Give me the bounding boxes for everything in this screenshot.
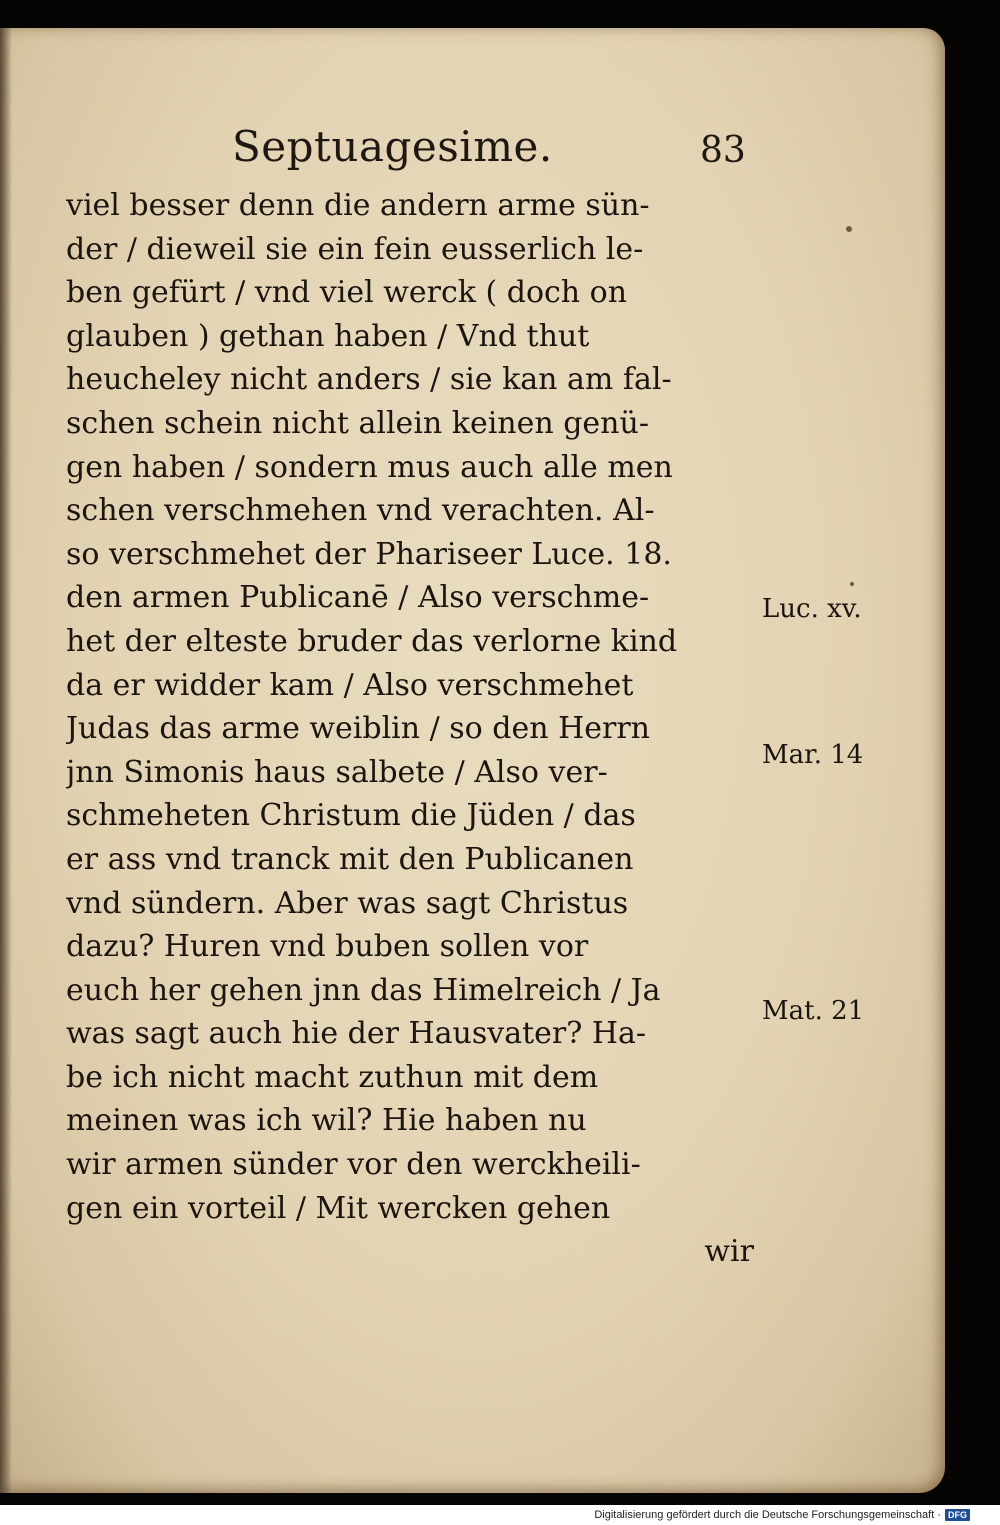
text-line: schen verschmehen vnd verachten. Al- bbox=[66, 493, 655, 529]
text-line: heucheley nicht anders / sie kan am fal- bbox=[66, 362, 672, 398]
text-line: vnd sündern. Aber was sagt Christus bbox=[66, 885, 629, 921]
text-line: dazu? Huren vnd buben sollen vor bbox=[66, 929, 589, 965]
text-line: viel besser denn die andern arme sün- bbox=[66, 188, 650, 223]
paper-speck bbox=[850, 582, 854, 586]
credit-text: Digitalisierung gefördert durch die Deutsche Forschungsgemeinschaft · bbox=[594, 1509, 941, 1521]
digitization-credit bbox=[594, 1508, 970, 1522]
page-gutter-shadow bbox=[0, 28, 12, 1493]
text-line: jnn Simonis haus salbete / Also ver- bbox=[66, 754, 608, 790]
text-line: da er widder kam / Also verschmehet bbox=[66, 667, 634, 703]
text-line: be ich nicht macht zuthun mit dem bbox=[66, 1059, 599, 1095]
text-line: Judas das arme weiblin / so den Herrn bbox=[66, 711, 651, 747]
dfg-logo: DFG bbox=[945, 1509, 970, 1521]
running-head: Septuagesime. bbox=[232, 122, 553, 171]
text-line: der / dieweil sie ein fein eusserlich le- bbox=[66, 231, 644, 267]
text-line: den armen Publicanē / Also verschme- bbox=[66, 580, 650, 616]
text-line: schen schein nicht allein keinen genü- bbox=[66, 405, 649, 441]
text-line: glauben ) gethan haben / Vnd thut bbox=[66, 318, 590, 354]
text-line: so verschmehet der Phariseer Luce. 18. bbox=[66, 536, 672, 572]
page-number: 83 bbox=[700, 130, 746, 171]
text-line: meinen was ich wil? Hie haben nu bbox=[66, 1103, 587, 1139]
text-line: gen ein vorteil / Mit wercken gehen bbox=[66, 1190, 611, 1226]
text-line: ben gefürt / vnd viel werck ( doch on bbox=[66, 275, 628, 311]
text-line: het der elteste bruder das verlorne kind bbox=[66, 623, 678, 659]
catchword: wir bbox=[704, 1234, 754, 1270]
text-line: gen haben / sondern mus auch alle men bbox=[66, 449, 673, 485]
text-line: schmeheten Christum die Jüden / das bbox=[66, 798, 636, 834]
text-line: wir armen sünder vor den werckheili- bbox=[66, 1147, 641, 1183]
text-line: er ass vnd tranck mit den Publicanen bbox=[66, 841, 634, 877]
marginal-note: Mar. 14 bbox=[762, 740, 864, 770]
body-text bbox=[66, 184, 766, 1274]
marginal-note: Luc. xv. bbox=[762, 594, 862, 624]
text-line: euch her gehen jnn das Himelreich / Ja bbox=[66, 972, 661, 1008]
marginal-note: Mat. 21 bbox=[762, 996, 865, 1026]
text-line: was sagt auch hie der Hausvater? Ha- bbox=[66, 1016, 647, 1052]
paper-speck bbox=[846, 226, 852, 232]
